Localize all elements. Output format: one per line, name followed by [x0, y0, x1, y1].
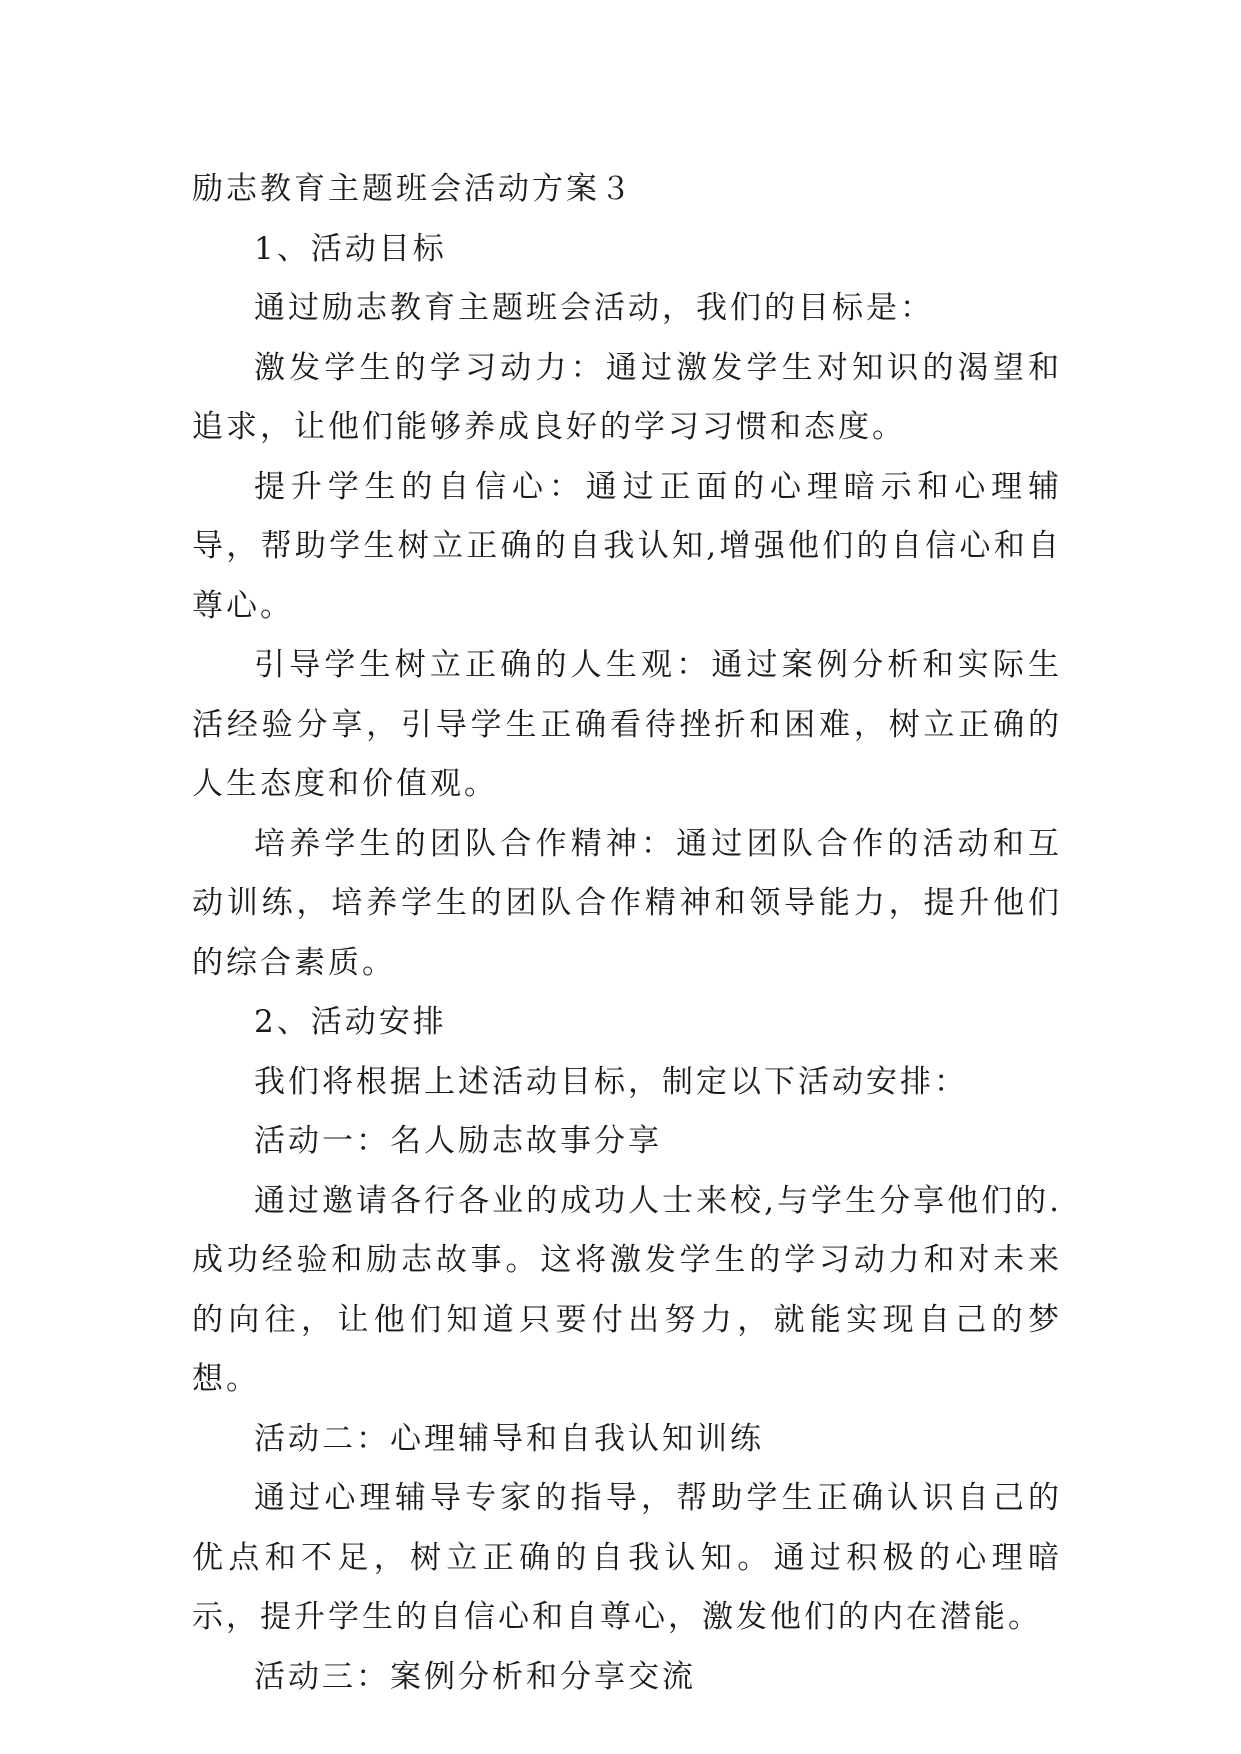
activity-heading: 活动三：案例分析和分享交流: [254, 1658, 696, 1695]
document-title: 励志教育主题班会活动方案３: [192, 171, 634, 207]
paragraph: 培养学生的团队合作精神：通过团队合作的活动和互动训练，培养学生的团队合作精神和领导能力，提升他们的综合素质。: [192, 825, 1062, 981]
paragraph: 我们将根据上述活动目标，制定以下活动安排：: [254, 1063, 968, 1100]
paragraph: 通过心理辅导专家的指导，帮助学生正确认识自己的优点和不足，树立正确的自我认知。通过积极的心理暗示，提升学生的自信心和自尊心，激发他们的内在潜能。: [192, 1480, 1062, 1635]
paragraph: 通过励志教育主题班会活动，我们的目标是：: [254, 290, 934, 326]
section-heading-goals: 1、活动目标: [254, 230, 447, 267]
activity-heading: 活动一：名人励志故事分享: [254, 1123, 662, 1159]
paragraph: 引导学生树立正确的人生观：通过案例分析和实际生活经验分享，引导学生正确看待挫折和困难，树立正确的人生态度和价值观。: [192, 647, 1062, 802]
document-page: [192, 160, 1062, 1707]
paragraph: 通过邀请各行各业的成功人士来校,与学生分享他们的.成功经验和励志故事。这将激发学生的学习动力和对未来的向往，让他们知道只要付出努力，就能实现自己的梦想。: [192, 1182, 1062, 1397]
paragraph: 激发学生的学习动力：通过激发学生对知识的渴望和追求，让他们能够养成良好的学习习惯和态度。: [192, 349, 1062, 445]
paragraph: 提升学生的自信心：通过正面的心理暗示和心理辅导，帮助学生树立正确的自我认知,增强他们的自信心和自尊心。: [192, 468, 1062, 624]
activity-heading: 活动二：心理辅导和自我认知训练: [254, 1420, 764, 1457]
section-heading-arrangement: 2、活动安排: [254, 1004, 447, 1040]
